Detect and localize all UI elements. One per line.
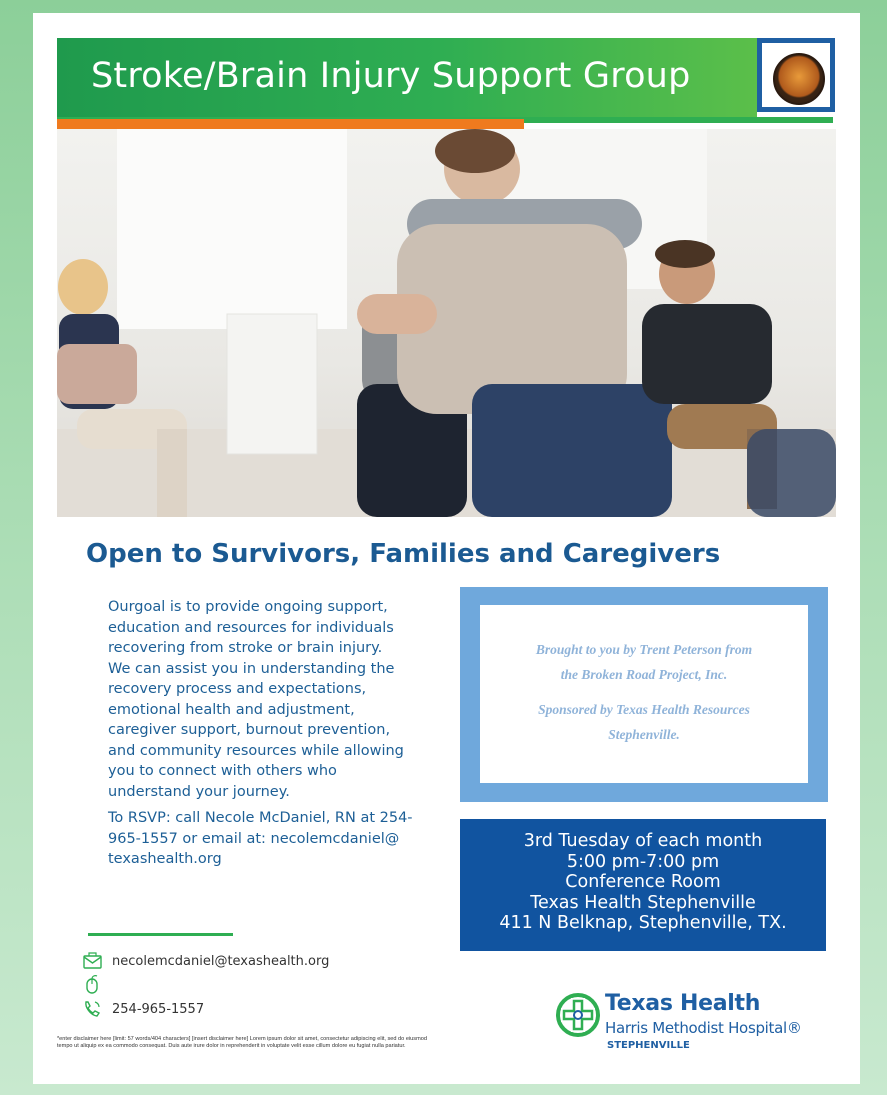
description-line: emotional health and adjustment, [108,701,355,718]
divider [88,933,233,936]
email-icon [82,951,104,971]
rsvp-line: To RSVP: call Necole McDaniel, RN at 254- [108,810,413,826]
mouse-icon [82,974,104,994]
texas-health-cross-icon [555,992,601,1038]
description-line: and community resources while allowing [108,742,404,759]
description-line: We can assist you in understanding the [108,660,395,677]
sponsor-line: Sponsored by Texas Health Resources [538,702,750,717]
rsvp-line: texashealth.org [108,851,222,867]
schedule-line: 411 N Belknap, Stephenville, TX. [499,913,787,933]
description-line: caregiver support, burnout prevention, [108,722,391,738]
brand-city: STEPHENVILLE [607,1040,690,1051]
texas-health-logo [555,990,845,1060]
rsvp-info [108,808,423,870]
sponsor-line: Stephenville. [608,727,680,742]
page-title: Stroke/Brain Injury Support Group [91,56,691,96]
rsvp-line: 965-1557 or email at: necolemcdaniel@ [108,830,400,847]
photo-illustration [57,129,836,517]
disclaimer: *enter disclaimer here [limit: 57 words/404 characters] [insert disclaimer here] Lorem ipsum dolor sit amet, consectetur adipiscing elit, sed do eiusmod tempo ut aliquip ex ea commodo consequat. Duis aute irure dolor in reprehenderit in voluptate velit esse cillum dolore eu fugiat nulla pariatur. [57,1036,427,1049]
description-line: you to connect with others who [108,763,337,779]
sponsor-inner [480,605,808,783]
sponsor-box [460,587,828,802]
header-banner [57,38,757,118]
description-line: recovering from stroke or brain injury. [108,640,383,656]
contact-email-text[interactable]: necolemcdaniel@texashealth.org [112,953,330,969]
description [108,597,428,802]
support-group-photo [57,129,836,517]
contact-web [82,973,112,995]
schedule-line: 3rd Tuesday of each month [523,831,763,851]
sponsor-text [480,637,808,747]
sponsor-line: Brought to you by Trent Peterson from [535,642,753,657]
contact-phone-text[interactable]: 254-965-1557 [112,1001,205,1017]
sponsor-line: the Broken Road Project, Inc. [560,667,728,682]
description-line: education and resources for individuals [108,619,394,636]
headline: Open to Survivors, Families and Caregivers [86,539,721,569]
schedule-line: Conference Room [565,872,721,892]
description-line: understand your journey. [108,783,290,800]
schedule-line: Texas Health Stephenville [530,892,756,913]
flyer-page [33,13,860,1084]
header-orange-bar [57,119,524,129]
contact-phone [82,998,204,1020]
description-line: Ourgoal is to provide ongoing support, [108,599,388,615]
schedule-line: 5:00 pm-7:00 pm [566,851,720,872]
brand-subtitle: Harris Methodist Hospital® [605,1019,802,1037]
description-line: recovery process and expectations, [108,681,367,697]
phone-icon [82,999,104,1019]
contact-email [82,950,329,972]
broken-road-logo [757,38,835,112]
brand-name: Texas Health [605,991,761,1016]
broken-road-logo-icon [773,53,825,105]
schedule-box [460,819,826,951]
